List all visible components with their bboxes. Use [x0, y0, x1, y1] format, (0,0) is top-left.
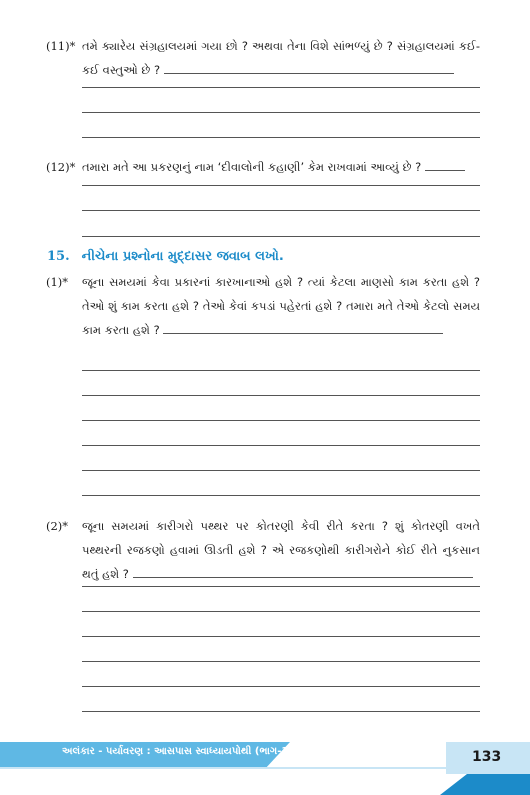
question-text: તમારા મતે આ પ્રકરણનું નામ ‘દીવાલોની કહાણી’ કેમ રાખવામાં આવ્યું છે ?: [82, 160, 422, 174]
answer-line[interactable]: [82, 236, 480, 237]
question-number: (2)*: [46, 519, 69, 533]
answer-line[interactable]: [82, 611, 480, 612]
answer-line[interactable]: [82, 470, 480, 471]
answer-line[interactable]: [82, 370, 480, 371]
answer-line[interactable]: [82, 445, 480, 446]
page-number: 133: [472, 749, 502, 765]
answer-line[interactable]: [82, 87, 480, 88]
corner-decoration: [440, 774, 530, 795]
section-number: 15.: [47, 249, 70, 264]
answer-line[interactable]: [425, 169, 465, 171]
footer-title: અલંકાર - પર્યાવરણ : આસપાસ સ્વાધ્યાયપોથી (ભાગ-1) ધોરણ-5: [62, 746, 330, 757]
answer-line[interactable]: [82, 586, 480, 587]
question-text: જૂના સમયમાં કારીગરો પથ્થર પર કોતરણી કેવી રીતે કરતા ? શું કોતરણી વખતે પથ્થરની રજકણો હવામાં ઊડતી હશે ? એ રજકણોથી કારીગરોને કોઈ રીતે નુકસાન થતું હશે ?: [82, 519, 480, 581]
section-title: નીચેના પ્રશ્નોના મુદ્દાસર જવાબ લખો.: [81, 249, 284, 264]
question-number: (11)*: [46, 39, 76, 53]
answer-line[interactable]: [82, 210, 480, 211]
question-number: (1)*: [46, 275, 69, 289]
footer-divider: [0, 767, 446, 769]
answer-line[interactable]: [164, 72, 454, 74]
answer-line[interactable]: [133, 576, 473, 578]
section-question-1: [46, 270, 480, 342]
answer-line[interactable]: [82, 112, 480, 113]
answer-line[interactable]: [82, 636, 480, 637]
answer-line[interactable]: [82, 661, 480, 662]
answer-line[interactable]: [82, 137, 480, 138]
question-12: [46, 155, 480, 179]
answer-line[interactable]: [82, 185, 480, 186]
answer-line[interactable]: [82, 495, 480, 496]
answer-line[interactable]: [82, 420, 480, 421]
question-number: (12)*: [46, 160, 76, 174]
answer-line[interactable]: [163, 332, 443, 334]
answer-line[interactable]: [82, 395, 480, 396]
answer-line[interactable]: [82, 711, 480, 712]
question-11: [46, 34, 480, 82]
section-heading: [47, 249, 284, 264]
section-question-2: [46, 514, 480, 586]
question-text: તમે ક્યારેય સંગ્રહાલયમાં ગયા છો ? અથવા તેના વિશે સાંભળ્યું છે ? સંગ્રહાલયમાં કઈ-કઈ વસ્તુઓ છે ?: [82, 39, 480, 77]
question-text: જૂના સમયમાં કેવા પ્રકારનાં કારખાનાઓ હશે ? ત્યાં કેટલા માણસો કામ કરતા હશે ? તેઓ શું કામ કરતા હશે ? તેઓ કેવાં કપડાં પહેરતાં હશે ? તમારા મતે તેઓ કેટલો સમય કામ કરતા હશે ?: [82, 275, 480, 337]
answer-line[interactable]: [82, 686, 480, 687]
